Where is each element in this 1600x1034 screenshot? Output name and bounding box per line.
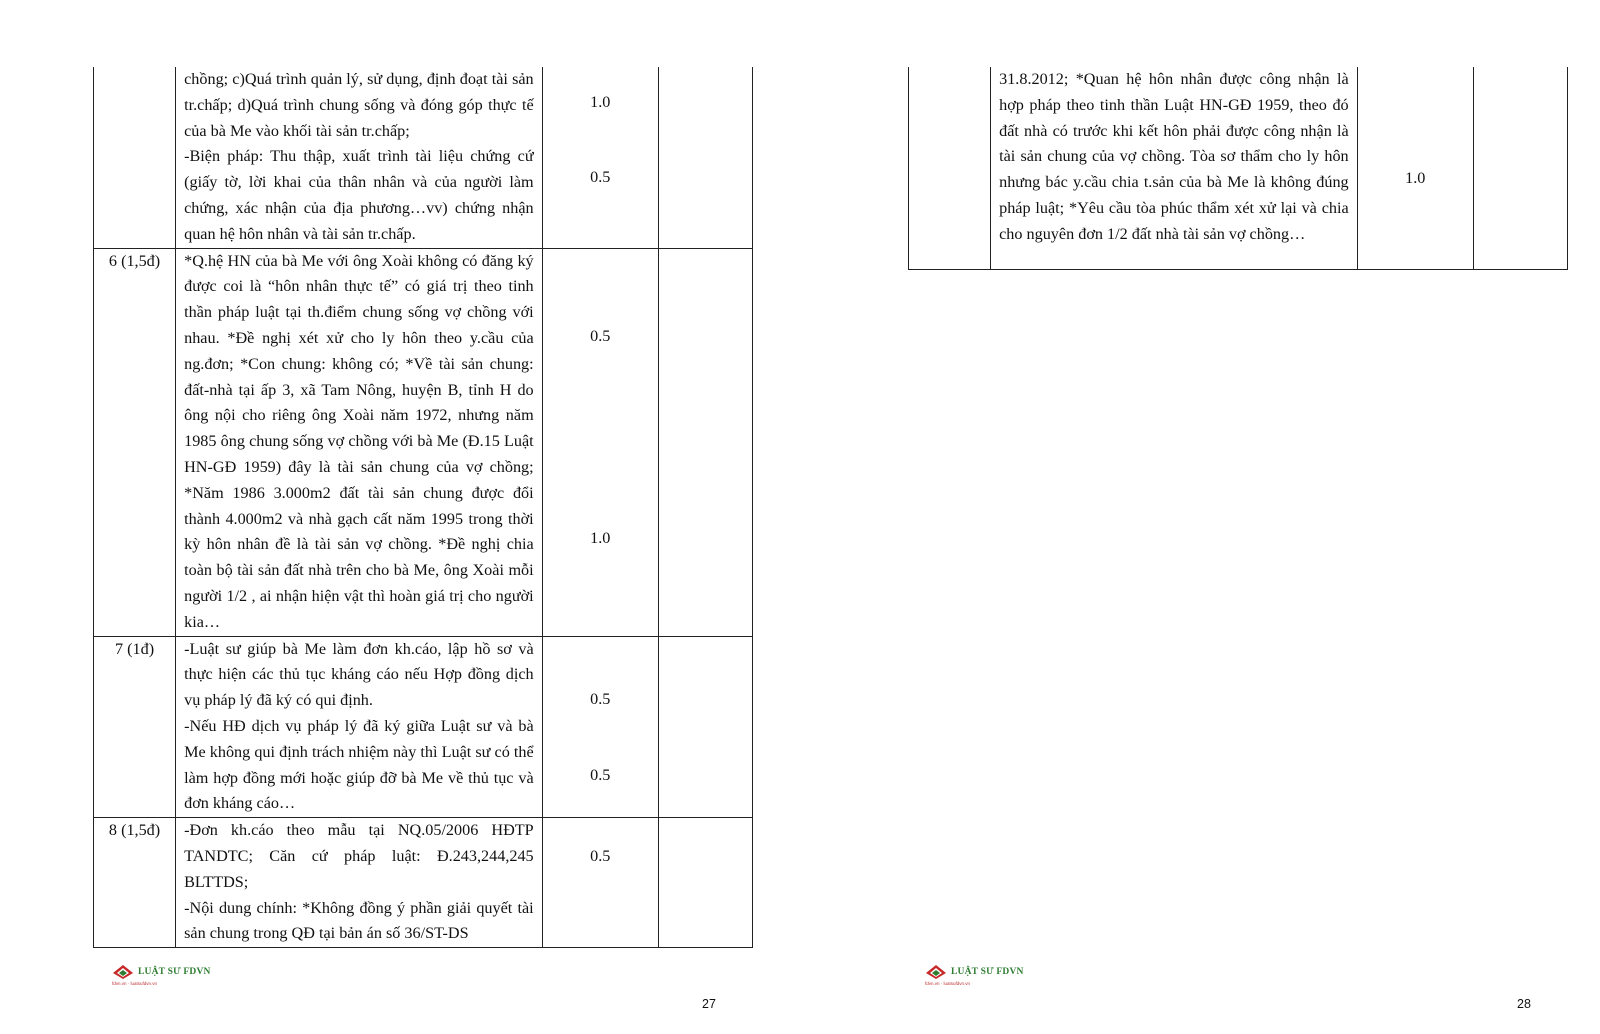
fdvn-logo [925, 964, 1024, 986]
answer-table [908, 67, 1568, 270]
score-value: 1.0 [1405, 169, 1426, 187]
answer-text: *Q.hệ HN của bà Me với ông Xoài không có đăng ký được coi là “hôn nhân thực tế” có giá trị theo tinh thần pháp luật tại th.điểm chung sống vợ chồng với nhau. *Đề nghị xét xử cho ly hôn theo y.cầu của ng.đơn; *Con chung: không có; *Về tài sản chung: đất-nhà tại ấp 3, xã Tam Nông, huyện B, tỉnh H do ông nội cho riêng ông Xoài năm 1972, nhưng năm 1985 ông chung sống vợ chồng với bà Me (Đ.15 Luật HN-GĐ 1959) đây là tài sản chung của vợ chồng; *Năm 1986 3.000m2 đất tài sản chung được đổi thành 4.000m2 và nhà gạch cất năm 1995 trong thời kỳ hôn nhân đề là tài sản vợ chồng. *Đề nghị chia toàn bộ tài sản đất nhà trên cho bà Me, ông Xoài mỗi người 1/2 , ai nhận hiện vật thì hoàn giá trị cho người kia… [184, 251, 534, 631]
answer-text: 31.8.2012; *Quan hệ hôn nhân được công nhận là hợp pháp theo tinh thần Luật HN-GĐ 1959, theo đó đất nhà có trước khi kết hôn phải được công nhận là tài sản chung của vợ chồng. Tòa sơ thẩm cho ly hôn nhưng bác y.cầu chia t.sản của bà Me là không đúng pháp luật; *Yêu cầu tòa phúc thẩm xét xử lại và chia cho nguyên đơn 1/2 đất nhà tài sản vợ chồng… [999, 70, 1349, 243]
question-number-cell [909, 67, 991, 270]
score-value: 0.5 [590, 847, 611, 866]
answer-text: chồng; c)Quá trình quản lý, sử dụng, định đoạt tài sản tr.chấp; d)Quá trình chung sống và đóng góp thực tế của bà Me vào khối tài sản tr.chấp; -Biện pháp: Thu thập, xuất trình tài liệu chứng cứ (giấy tờ, lời khai của thân nhân và của người làm chứng, xác nhận của địa phương…vv) chứng nhận quan hệ hôn nhân và tài sản tr.chấp. [184, 70, 534, 243]
answer-text: -Luật sư giúp bà Me làm đơn kh.cáo, lập hồ sơ và thực hiện các thủ tục kháng cáo nếu Hợp đồng dịch vụ pháp lý đã ký có qui định. -Nếu HĐ dịch vụ pháp lý đã ký giữa Luật sư và bà Me không qui định trách nhiệm này thì Luật sư có thể làm hợp đồng mới hoặc giúp đỡ bà Me về thủ tục và đơn kháng cáo… [184, 639, 534, 813]
score-value: 0.5 [590, 765, 611, 784]
score-value: 0.5 [590, 326, 611, 345]
fdvn-logo-icon [925, 964, 947, 980]
score-value: 0.5 [590, 689, 611, 708]
answer-text: -Đơn kh.cáo theo mẫu tại NQ.05/2006 HĐTP TANDTC; Căn cứ pháp luật: Đ.243,244,245 BLTTDS; -Nội dung chính: *Không đồng ý phần giải quyết tài sản chung trong QĐ tại bản án số 36/ST-DS [184, 821, 534, 943]
table-row [909, 67, 1568, 270]
logo-name: LUẬT SƯ FDVN [138, 967, 211, 977]
score-value: 1.0 [590, 528, 611, 547]
page-number: 27 [702, 997, 716, 1011]
score-cell [1357, 67, 1473, 270]
logo-name: LUẬT SƯ FDVN [951, 967, 1024, 977]
logo-subtitle: fdvn.vn · luatsufdvn.vn [112, 981, 158, 986]
score-value: 0.5 [590, 168, 611, 186]
answer-text-cell [991, 67, 1358, 270]
notes-cell [1473, 67, 1567, 270]
question-number-cell: 6 (1,5đ) [94, 248, 176, 636]
question-number-cell: 7 (1đ) [94, 636, 176, 818]
question-number-cell: 8 (1,5đ) [94, 818, 176, 948]
logo-subtitle: fdvn.vn · luatsufdvn.vn [925, 981, 971, 986]
page-number: 28 [1517, 997, 1531, 1011]
score-value: 1.0 [590, 93, 611, 111]
